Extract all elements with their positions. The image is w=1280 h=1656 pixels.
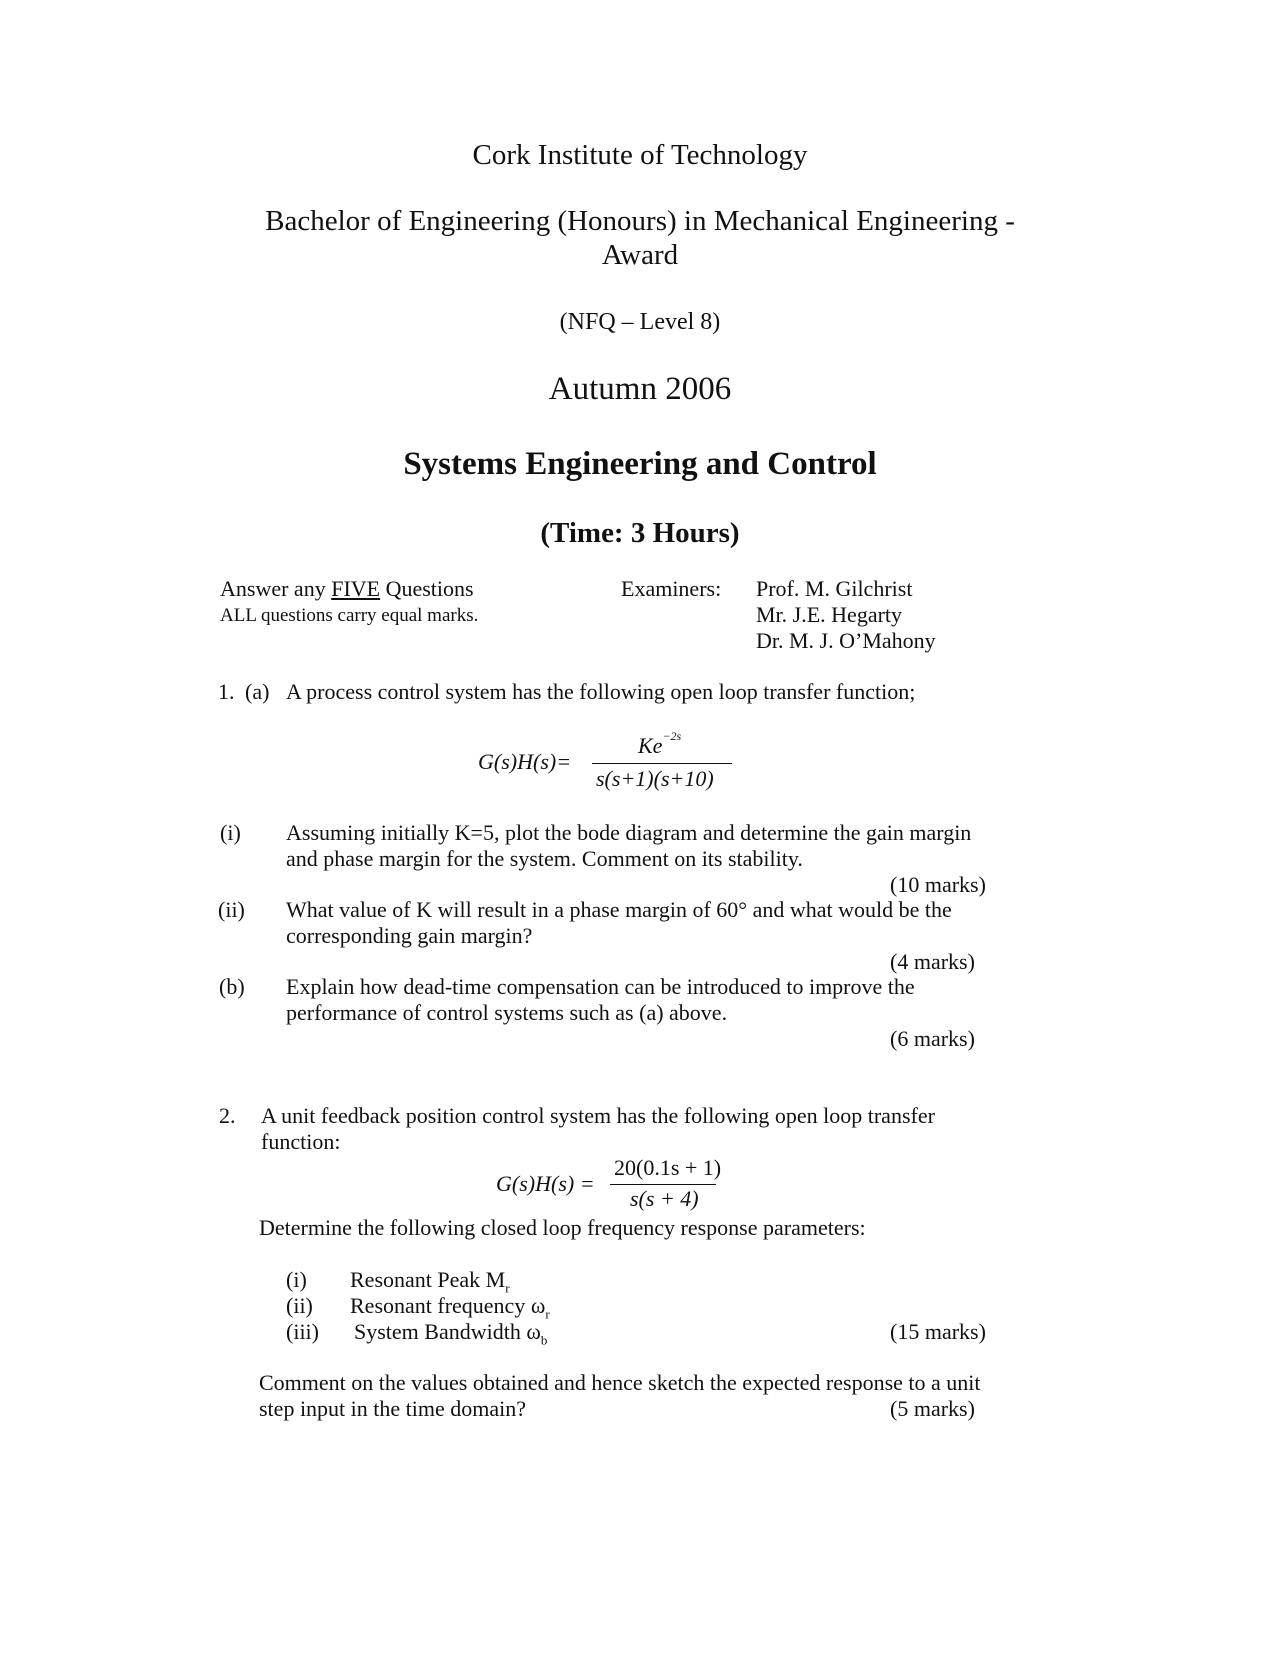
q1-sub-i-label: (i) — [220, 820, 241, 845]
q2-equation-lhs: G(s)H(s) = — [496, 1171, 595, 1196]
marks-note: ALL questions carry equal marks. — [220, 605, 479, 626]
q1-part-b-label: (b) — [219, 974, 245, 999]
q1-sub-i-marks: (10 marks) — [890, 872, 986, 897]
q1-part-b-marks: (6 marks) — [890, 1026, 975, 1051]
exam-duration: (Time: 3 Hours) — [540, 517, 740, 549]
q1-equation-numerator: $Ke^{-2s}$ — [638, 729, 682, 758]
q1-sub-ii-line-1: What value of K will result in a phase margin of 60° and what would be the — [286, 897, 952, 922]
q1-part-a-text: A process control system has the following open loop transfer function; — [286, 679, 916, 704]
q2-item-i-label: (i) — [286, 1267, 307, 1292]
q2-items-marks: (15 marks) — [890, 1319, 986, 1344]
q2-fraction-bar — [610, 1184, 716, 1185]
q2-item-iii-text: System Bandwidth $\omega_b$ — [354, 1319, 548, 1348]
q1-part-b-line-1: Explain how dead-time compensation can be introduced to improve the — [286, 974, 915, 999]
q2-intro-line-2: function: — [261, 1129, 341, 1154]
q2-determine-text: Determine the following closed loop frequency response parameters: — [259, 1215, 866, 1240]
q2-item-ii-label: (ii) — [286, 1293, 313, 1318]
q1-number: 1. — [218, 679, 235, 704]
q2-equation-denominator: s(s + 4) — [630, 1186, 699, 1211]
programme-line-1: Bachelor of Engineering (Honours) in Mechanical Engineering - — [265, 205, 1015, 237]
q2-comment-line-1: Comment on the values obtained and hence sketch the expected response to a unit — [259, 1370, 981, 1395]
q1-part-a-label: (a) — [245, 679, 270, 704]
q1-part-b-line-2: performance of control systems such as (a) above. — [286, 1000, 728, 1025]
answer-instruction: Answer any FIVE Questions — [220, 576, 474, 601]
q1-sub-i-line-2: and phase margin for the system. Comment on its stability. — [286, 846, 803, 871]
subject-title: Systems Engineering and Control — [403, 446, 877, 482]
q2-item-i-text: Resonant Peak $M_r$ — [350, 1267, 510, 1296]
q2-comment-line-2: step input in the time domain? — [259, 1396, 527, 1421]
examiners-label: Examiners: — [621, 576, 722, 601]
q2-item-iii-label: (iii) — [286, 1319, 319, 1344]
q2-comment-marks: (5 marks) — [890, 1396, 975, 1421]
q1-sub-i-line-1: Assuming initially K=5, plot the bode diagram and determine the gain margin — [286, 820, 972, 845]
institution-title: Cork Institute of Technology — [472, 139, 808, 171]
nfq-level: (NFQ – Level 8) — [559, 309, 721, 335]
answer-count: FIVE — [331, 576, 381, 601]
q2-equation-numerator: 20(0.1s + 1) — [614, 1155, 722, 1180]
q1-equation-denominator: s(s+1)(s+10) — [596, 766, 714, 791]
exam-session: Autumn 2006 — [548, 371, 732, 407]
examiner-3: Dr. M. J. O’Mahony — [756, 628, 936, 653]
examiner-1: Prof. M. Gilchrist — [756, 576, 913, 601]
q1-sub-ii-marks: (4 marks) — [890, 949, 975, 974]
q2-intro-line-1: A unit feedback position control system has the following open loop transfer — [261, 1103, 935, 1128]
examiner-2: Mr. J.E. Hegarty — [756, 602, 903, 627]
q1-fraction-bar — [592, 763, 732, 764]
q1-sub-ii-label: (ii) — [218, 897, 245, 922]
q1-equation-lhs: G(s)H(s)= — [478, 749, 572, 774]
q2-number: 2. — [219, 1103, 236, 1128]
q1-sub-ii-line-2: corresponding gain margin? — [286, 923, 533, 948]
q2-item-ii-text: Resonant frequency $\omega_r$ — [350, 1293, 550, 1322]
programme-line-2: Award — [601, 239, 679, 271]
